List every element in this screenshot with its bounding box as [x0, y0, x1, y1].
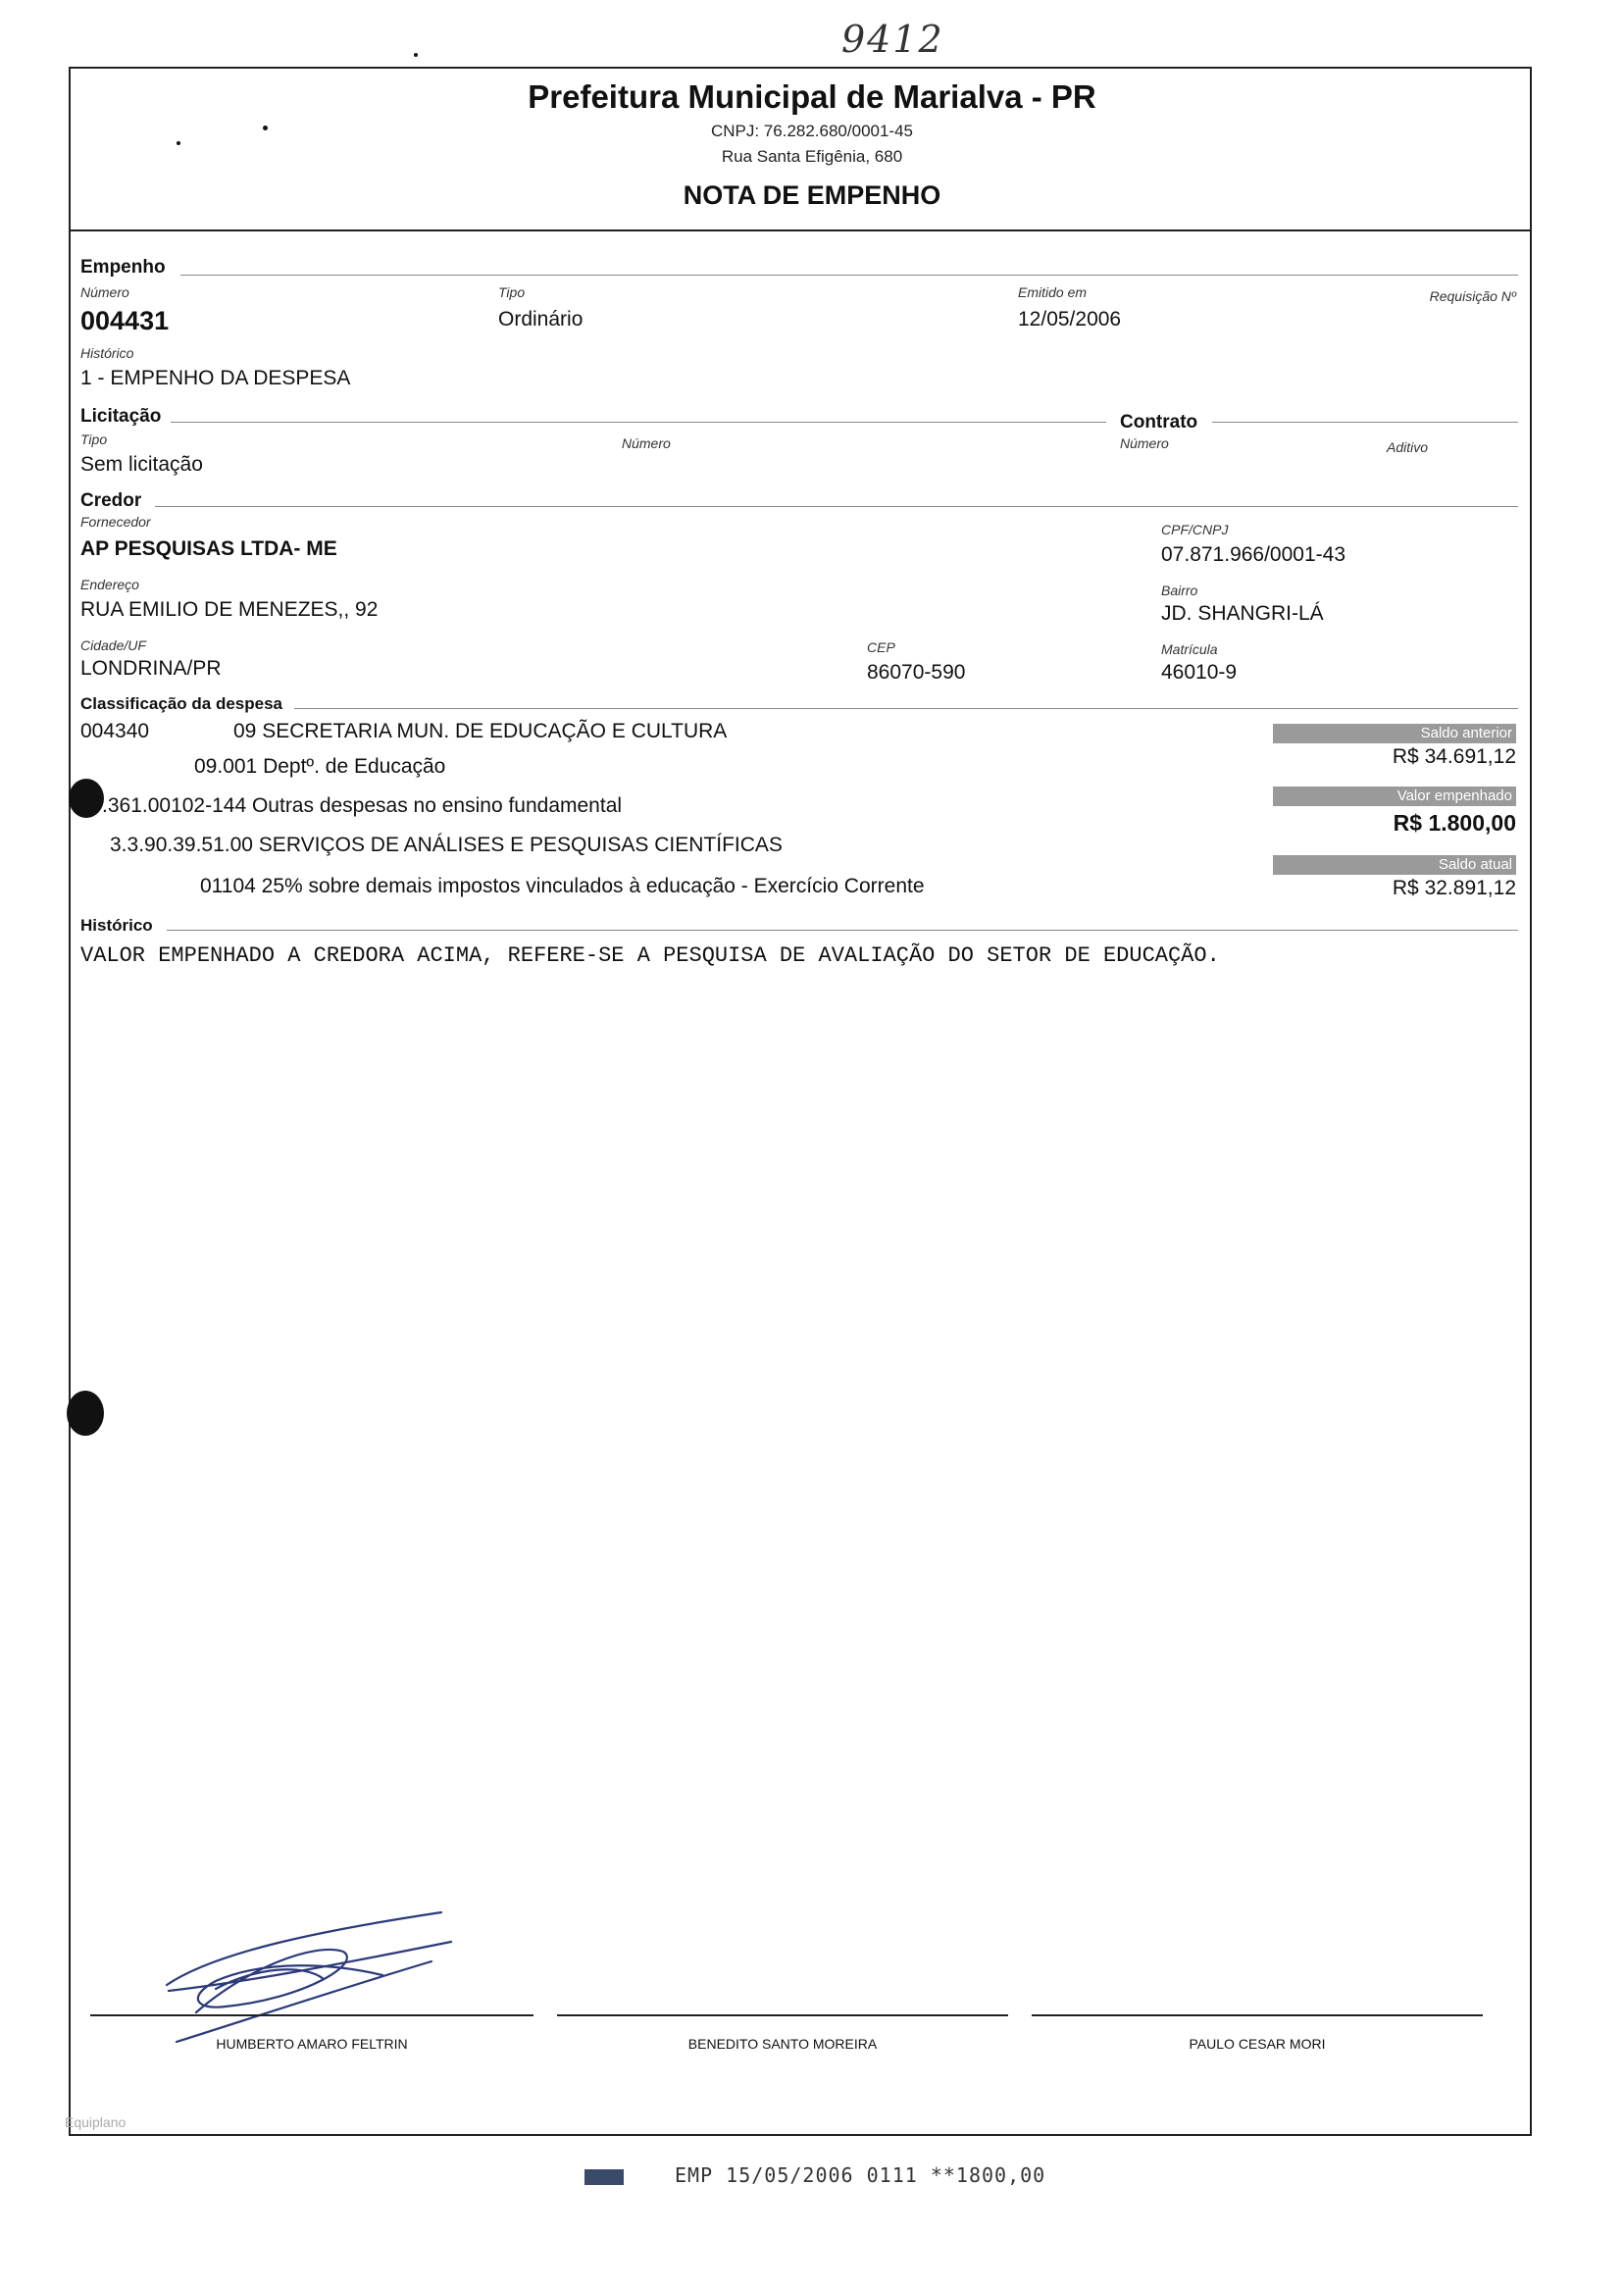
- empenho-tipo-label: Tipo: [498, 284, 526, 300]
- org-cnpj: CNPJ: 76.282.680/0001-45: [710, 122, 914, 140]
- saldo-atual-label: Saldo atual: [1273, 855, 1516, 875]
- licitacao-section-title: Licitação: [80, 406, 162, 427]
- empenho-emitido-label: Emitido em: [1018, 284, 1088, 300]
- classificacao-line4: 3.3.90.39.51.00 SERVIÇOS DE ANÁLISES E PESQUISAS CIENTÍFICAS: [110, 834, 783, 856]
- contrato-aditivo-label: Aditivo: [1387, 439, 1429, 455]
- org-name: Prefeitura Municipal de Marialva - PR: [528, 78, 1096, 115]
- classificacao-line3: .361.00102-144 Outras despesas no ensino fundamental: [102, 794, 623, 817]
- credor-bairro: JD. SHANGRI-LÁ: [1161, 602, 1324, 625]
- classificacao-line2: 09.001 Deptº. de Educação: [194, 755, 446, 778]
- licitacao-tipo-label: Tipo: [80, 432, 108, 447]
- signature-line-3: [1032, 2014, 1483, 2016]
- signature-name-2: BENEDITO SANTO MOREIRA: [687, 2036, 878, 2052]
- signature-line-1: [90, 2014, 533, 2016]
- valor-empenhado-value: R$ 1.800,00: [1393, 810, 1516, 836]
- saldo-anterior-label: Saldo anterior: [1273, 724, 1516, 743]
- saldo-atual-value: R$ 32.891,12: [1392, 877, 1516, 899]
- empenho-historico-label: Histórico: [80, 345, 134, 361]
- credor-matricula: 46010-9: [1161, 661, 1238, 684]
- empenho-historico: 1 - EMPENHO DA DESPESA: [80, 367, 351, 389]
- credor-cep-label: CEP: [867, 639, 895, 655]
- valor-empenhado-label: Valor empenhado: [1273, 787, 1516, 806]
- credor-section-title: Credor: [80, 490, 142, 511]
- footer-stamp: EMP 15/05/2006 0111 **1800,00: [675, 2163, 1046, 2187]
- credor-cidade: LONDRINA/PR: [80, 657, 222, 680]
- empenho-tipo: Ordinário: [498, 308, 584, 330]
- credor-endereco: RUA EMILIO DE MENEZES,, 92: [80, 598, 379, 621]
- header-separator: [69, 229, 1532, 231]
- empenho-rule: [180, 275, 1518, 276]
- credor-rule: [155, 506, 1518, 507]
- signature-scribble: [157, 1873, 490, 2050]
- credor-matricula-label: Matrícula: [1161, 641, 1218, 657]
- classificacao-rule: [294, 708, 1518, 709]
- stamp-logo: [584, 2169, 624, 2185]
- historico-section-title: Histórico: [80, 916, 153, 935]
- empenho-numero: 004431: [80, 306, 170, 335]
- credor-cpf: 07.871.966/0001-43: [1161, 543, 1346, 566]
- signature-line-2: [557, 2014, 1008, 2016]
- classificacao-line5: 01104 25% sobre demais impostos vinculados à educação - Exercício Corrente: [200, 875, 925, 897]
- signature-name-3: PAULO CESAR MORI: [1189, 2036, 1326, 2052]
- licitacao-rule: [171, 422, 1106, 423]
- scan-speck: [414, 53, 418, 57]
- doc-title: NOTA DE EMPENHO: [683, 180, 941, 210]
- licitacao-numero-label: Número: [622, 435, 671, 451]
- contrato-rule: [1212, 422, 1518, 423]
- empenho-requisicao-label: Requisição Nº: [1429, 288, 1516, 304]
- contrato-section-title: Contrato: [1120, 412, 1198, 432]
- punch-hole-mark: [69, 779, 104, 818]
- saldo-anterior-value: R$ 34.691,12: [1392, 745, 1516, 768]
- empenho-numero-label: Número: [80, 284, 129, 300]
- credor-bairro-label: Bairro: [1161, 583, 1198, 598]
- credor-endereco-label: Endereço: [80, 577, 139, 592]
- classificacao-section-title: Classificação da despesa: [80, 694, 283, 713]
- classificacao-line1: 09 SECRETARIA MUN. DE EDUCAÇÃO E CULTURA: [233, 720, 728, 742]
- credor-cpf-label: CPF/CNPJ: [1161, 522, 1229, 537]
- licitacao-tipo: Sem licitação: [80, 453, 203, 476]
- org-address: Rua Santa Efigênia, 680: [721, 147, 903, 166]
- empenho-section-title: Empenho: [80, 257, 166, 278]
- historico-text: VALOR EMPENHADO A CREDORA ACIMA, REFERE-SE A PESQUISA DE AVALIAÇÃO DO SETOR DE EDUCAÇÃO.: [80, 943, 1220, 968]
- credor-fornecedor-label: Fornecedor: [80, 514, 151, 530]
- software-label: Equiplano: [65, 2114, 127, 2130]
- classificacao-code: 004340: [80, 720, 150, 742]
- credor-fornecedor: AP PESQUISAS LTDA- ME: [80, 537, 337, 560]
- handwritten-page-number: 9412: [841, 18, 944, 61]
- historico-rule: [167, 930, 1518, 931]
- empenho-emitido: 12/05/2006: [1018, 308, 1122, 330]
- contrato-numero-label: Número: [1120, 435, 1169, 451]
- punch-hole-mark: [67, 1391, 104, 1436]
- credor-cidade-label: Cidade/UF: [80, 637, 146, 653]
- credor-cep: 86070-590: [867, 661, 966, 684]
- signature-name-1: HUMBERTO AMARO FELTRIN: [216, 2036, 408, 2052]
